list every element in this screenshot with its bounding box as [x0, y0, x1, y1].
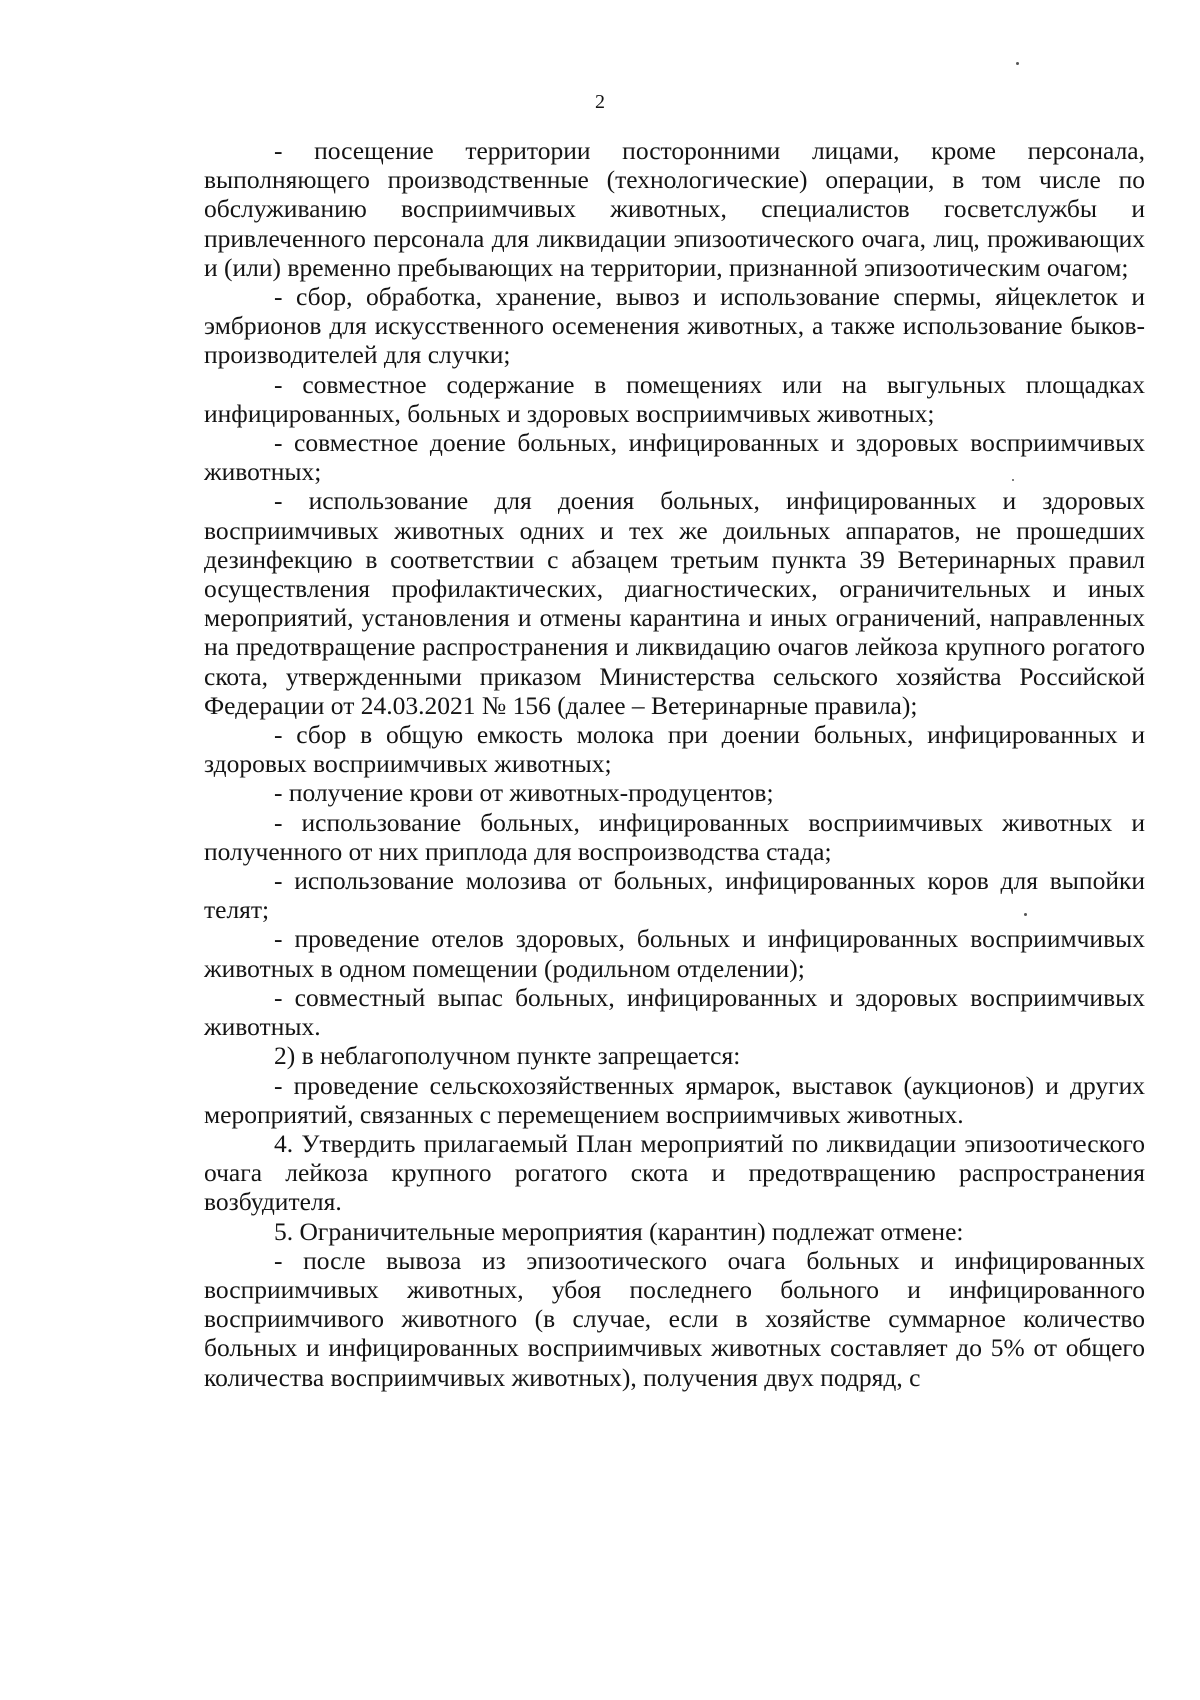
paragraph-semen-ban: - сбор, обработка, хранение, вывоз и использование спермы, яйцеклеток и эмбрионов для искусственного осеменения животных, а также использование быков-производителей для случки; [204, 282, 1145, 370]
paragraph-milking-equipment-ban: - использование для доения больных, инфицированных и здоровых восприимчивых животных одних и тех же доильных аппаратов, не прошедших дезинфекцию в соответствии с абзацем третьим пункта 39 Ветеринарных правил осуществления профилактических, диагностических, ограничительных и иных мероприятий, установления и отмены карантина и иных ограничений, направленных на предотвращение распространения и ликвидацию очагов лейкоза крупного рогатого скота, утвержденными приказом Министерства сельского хозяйства Российской Федерации от 24.03.2021 № 156 (далее – Ветеринарные правила); [204, 486, 1145, 720]
scan-speck [1012, 479, 1014, 481]
paragraph-lifting-conditions: - после вывоза из эпизоотического очага больных и инфицированных восприимчивых животных, убоя последнего больного и инфицированного восприимчивого животного (в случае, если в хозяйстве суммарное количество больных и инфицированных восприимчивых животных составляет до 5% от общего количества восприимчивых животных), получения двух подряд, с [204, 1245, 1145, 1392]
paragraph-milk-collection-ban: - сбор в общую емкость молока при доении больных, инфицированных и здоровых восприимчивых животных; [204, 720, 1145, 779]
page-number: 2 [595, 91, 605, 113]
paragraph-joint-milking-ban: - совместное доение больных, инфицированных и здоровых восприимчивых животных; [204, 428, 1145, 487]
paragraph-fairs-ban: - проведение сельскохозяйственных ярмарок, выставок (аукционов) и других мероприятий, связанных с перемещением восприимчивых животных. [204, 1070, 1145, 1129]
paragraph-visitor-ban: - посещение территории посторонними лицами, кроме персонала, выполняющего производственные (технологические) операции, в том числе по обслуживанию восприимчивых животных, специалистов госветслужбы и привлеченного персонала для ликвидации эпизоотического очага, лиц, проживающих и (или) временно пребывающих на территории, признанной эпизоотическим очагом; [204, 136, 1145, 282]
paragraph-breeding-ban: - использование больных, инфицированных восприимчивых животных и полученного от них приплода для воспроизводства стада; [204, 807, 1145, 866]
paragraph-item-5-heading: 5. Ограничительные мероприятия (карантин) подлежат отмене: [274, 1216, 964, 1246]
scan-speck [1016, 62, 1019, 65]
paragraph-blood-collection-ban: - получение крови от животных-продуцентов; [274, 778, 774, 808]
paragraph-grazing-ban: - совместный выпас больных, инфицированных и здоровых восприимчивых животных. [204, 982, 1145, 1042]
paragraph-colostrum-ban: - использование молозива от больных, инфицированных коров для выпойки телят; [204, 866, 1145, 925]
paragraph-item-4-plan: 4. Утвердить прилагаемый План мероприятий по ликвидации эпизоотического очага лейкоза крупного рогатого скота и предотвращению распространения возбудителя. [204, 1128, 1145, 1217]
scan-speck [1024, 913, 1027, 916]
paragraph-joint-keeping-ban: - совместное содержание в помещениях или на выгульных площадках инфицированных, больных и здоровых восприимчивых животных; [204, 369, 1145, 428]
paragraph-calving-ban: - проведение отелов здоровых, больных и инфицированных восприимчивых животных в одном помещении (родильном отделении); [204, 924, 1145, 983]
document-body [204, 136, 1145, 1392]
paragraph-unfavorable-point-heading: 2) в неблагополучном пункте запрещается: [274, 1041, 741, 1071]
